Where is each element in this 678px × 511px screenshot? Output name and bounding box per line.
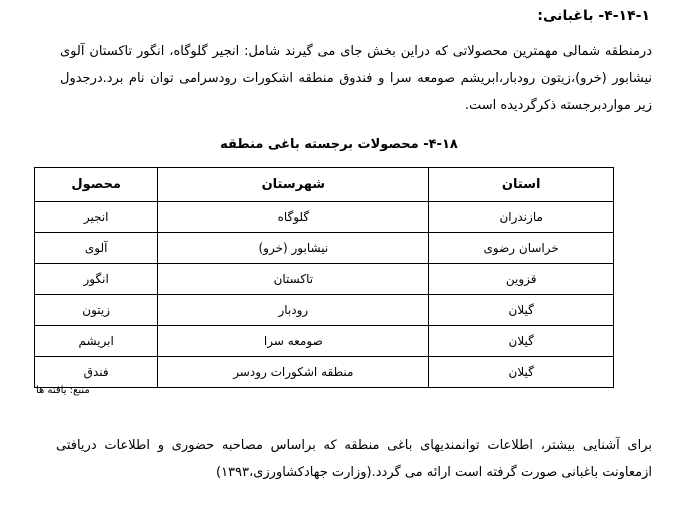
table-source-note: منبع: یافته ها	[36, 385, 90, 396]
cell-product: انگور	[35, 264, 158, 295]
products-table	[34, 167, 614, 388]
intro-paragraph: درمنطقه شمالی مهمترین محصولاتی که دراین بخش جای می گیرند شامل: انجیر گلوگاه، انگور تاکستان آلوی نیشابور (خرو)،زیتون رودبار،ابریشم صومعه سرا و فندوق منطقه اشکورات رودسرامی توان نام برد.درجدول زیر مواردبرجسته ذکرگردیده است.	[60, 44, 652, 113]
cell-county: تاکستان	[158, 264, 429, 295]
cell-county: نیشابور (خرو)	[158, 233, 429, 264]
cell-product: فندق	[35, 357, 158, 388]
table-row	[35, 233, 614, 264]
cell-province: مازندران	[429, 202, 614, 233]
table-row	[35, 295, 614, 326]
header-product: محصول	[35, 168, 158, 202]
cell-county: صومعه سرا	[158, 326, 429, 357]
cell-county: منطقه اشکورات رودسر	[158, 357, 429, 388]
cell-province: قزوین	[429, 264, 614, 295]
header-province: استان	[429, 168, 614, 202]
table-row	[35, 264, 614, 295]
table-row	[35, 202, 614, 233]
cell-product: انجیر	[35, 202, 158, 233]
cell-province: گیلان	[429, 357, 614, 388]
table-row	[35, 357, 614, 388]
cell-product: آلوی	[35, 233, 158, 264]
table-row	[35, 326, 614, 357]
cell-province: گیلان	[429, 295, 614, 326]
cell-province: گیلان	[429, 326, 614, 357]
section-heading: ۴-۱۴-۱- باغبانی:	[537, 8, 650, 24]
cell-product: زیتون	[35, 295, 158, 326]
header-county: شهرستان	[158, 168, 429, 202]
table-header-row	[35, 168, 614, 202]
cell-province: خراسان رضوی	[429, 233, 614, 264]
cell-county: رودبار	[158, 295, 429, 326]
cell-county: گلوگاه	[158, 202, 429, 233]
closing-paragraph: برای آشنایی بیشتر، اطلاعات توانمندیهای باغی منطقه که براساس مصاحبه حضوری و اطلاعات دریافتی ازمعاونت باغبانی صورت گرفته است ارائه می گردد.(وزارت جهادکشاورزی،۱۳۹۳)	[56, 438, 652, 480]
table-caption: ۴-۱۸- محصولات برجسته باغی منطقه	[220, 137, 458, 152]
cell-product: ابریشم	[35, 326, 158, 357]
